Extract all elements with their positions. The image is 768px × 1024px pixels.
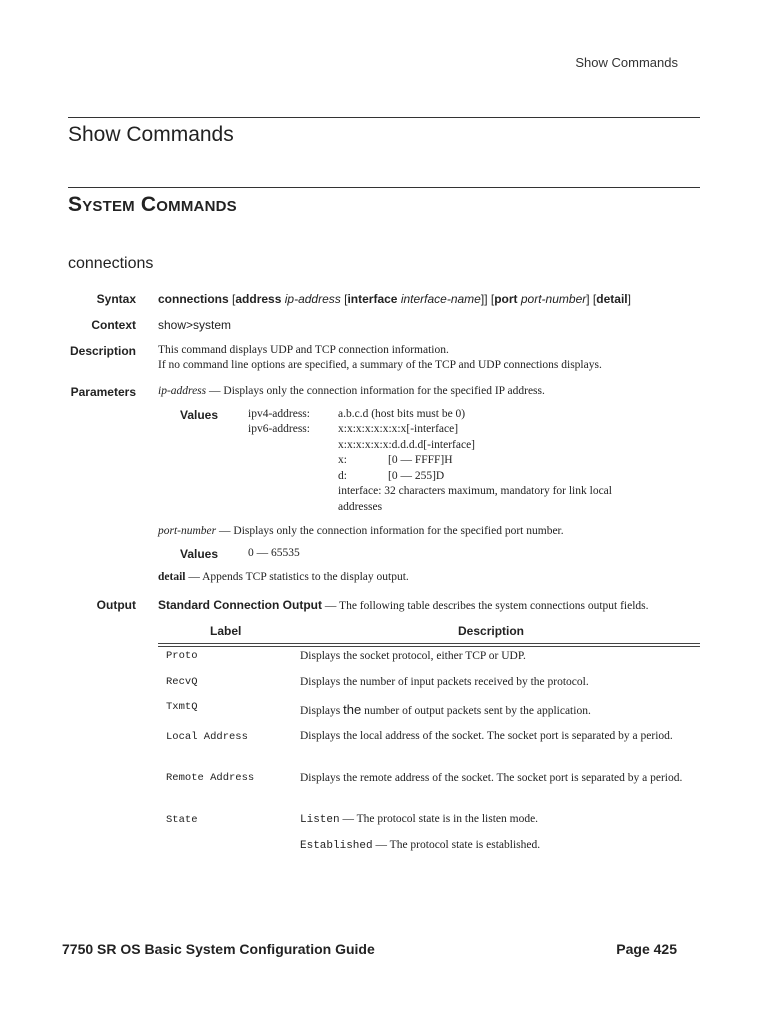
table-cell-desc: Displays the remote address of the socket. The socket port is separated by a period. — [300, 772, 683, 784]
table-cell-desc — [300, 702, 690, 720]
syntax-text: [ — [228, 292, 236, 306]
param-name: detail — [158, 571, 186, 583]
output-heading-text: — The following table describes the system connections output fields. — [322, 600, 649, 612]
param-port-number — [158, 524, 564, 540]
table-cell-desc: Displays the socket protocol, either TCP or UDP. — [300, 650, 526, 662]
section-rule — [68, 117, 700, 118]
output-label: Output — [96, 598, 136, 612]
subsection-rule — [68, 187, 700, 188]
values-val: a.b.c.d (host bits must be 0) — [338, 408, 466, 420]
values-range: [0 — FFFF]H — [388, 454, 453, 466]
values-val: x:x:x:x:x:x:d.d.d.d[-interface] — [338, 439, 476, 451]
values-val: 0 — 65535 — [248, 547, 300, 559]
description-line-2: If no command line options are specified, a summary of the TCP and UDP connections displays. — [158, 359, 602, 371]
table-header-label: Label — [210, 624, 242, 638]
state-keyword: Established — [300, 840, 373, 852]
values-key: ipv4-address: — [248, 408, 310, 420]
syntax-arg: interface-name — [400, 292, 481, 306]
state-keyword: Listen — [300, 814, 340, 826]
output-heading-line — [158, 598, 649, 612]
command-name: connections — [68, 255, 154, 272]
param-text: — Appends TCP statistics to the display output. — [185, 571, 409, 583]
values-key: ipv6-address: — [248, 423, 310, 435]
parameters-label: Parameters — [70, 385, 136, 399]
values-val: x:x:x:x:x:x:x:x[-interface] — [338, 423, 459, 435]
desc-text: the — [343, 702, 362, 717]
desc-text: number of output packets sent by the application. — [361, 705, 591, 717]
values-val: addresses — [338, 501, 383, 513]
syntax-label: Syntax — [96, 292, 136, 306]
values-label: Values — [180, 547, 219, 561]
syntax-text: ]] [ — [480, 292, 495, 306]
param-name: port-number — [158, 525, 217, 537]
syntax-text: ] [ — [586, 292, 597, 306]
desc-text: Displays — [300, 705, 344, 717]
table-cell-desc: Displays the local address of the socket. The socket port is separated by a period. — [300, 730, 673, 742]
output-heading: Standard Connection Output — [158, 598, 322, 612]
syntax-keyword: detail — [596, 292, 628, 306]
values-range: [0 — 255]D — [388, 470, 445, 482]
syntax-keyword: address — [235, 292, 282, 306]
table-cell-label: State — [166, 814, 198, 826]
param-ip-address — [158, 384, 545, 400]
syntax-text: ] — [627, 292, 631, 306]
footer-guide-title: 7750 SR OS Basic System Configuration Guide — [62, 941, 375, 957]
running-head: Show Commands — [575, 55, 678, 70]
param-text: — Displays only the connection information for the specified port number. — [216, 525, 564, 537]
param-detail — [158, 570, 409, 586]
table-cell-desc — [300, 838, 690, 855]
table-cell-label: TxmtQ — [166, 701, 198, 713]
footer-page-number: Page 425 — [616, 941, 677, 957]
syntax-keyword: interface — [347, 292, 398, 306]
values-val: x: — [338, 454, 347, 466]
table-header-description: Description — [458, 624, 525, 638]
table-cell-desc — [300, 812, 690, 829]
table-header-rule — [158, 643, 700, 644]
syntax-arg: ip-address — [284, 292, 341, 306]
subsection-title: System Commands — [68, 193, 237, 216]
values-val: d: — [338, 470, 347, 482]
syntax-arg: port-number — [520, 292, 587, 306]
table-cell-desc: Displays the number of input packets received by the protocol. — [300, 676, 589, 688]
syntax-keyword: port — [494, 292, 518, 306]
table-cell-label: Remote Address — [166, 772, 255, 784]
values-val: interface: 32 characters maximum, mandatory for link local — [338, 485, 612, 497]
values-label: Values — [180, 408, 219, 422]
desc-text: — The protocol state is established. — [372, 839, 541, 851]
table-header-rule — [158, 646, 700, 647]
param-text: — Displays only the connection information for the specified IP address. — [206, 385, 545, 397]
table-cell-label: RecvQ — [166, 676, 198, 688]
context-value: show>system — [158, 318, 232, 332]
param-name: ip-address — [158, 385, 207, 397]
syntax-line — [158, 292, 631, 306]
description-label: Description — [69, 344, 136, 358]
desc-text: — The protocol state is in the listen mode. — [339, 813, 539, 825]
table-cell-label: Local Address — [166, 731, 248, 743]
section-title: Show Commands — [68, 123, 234, 146]
syntax-text: [ — [340, 292, 348, 306]
context-label: Context — [91, 318, 136, 332]
syntax-keyword: connections — [158, 292, 229, 306]
table-cell-label: Proto — [166, 650, 198, 662]
description-line-1: This command displays UDP and TCP connection information. — [158, 344, 449, 356]
